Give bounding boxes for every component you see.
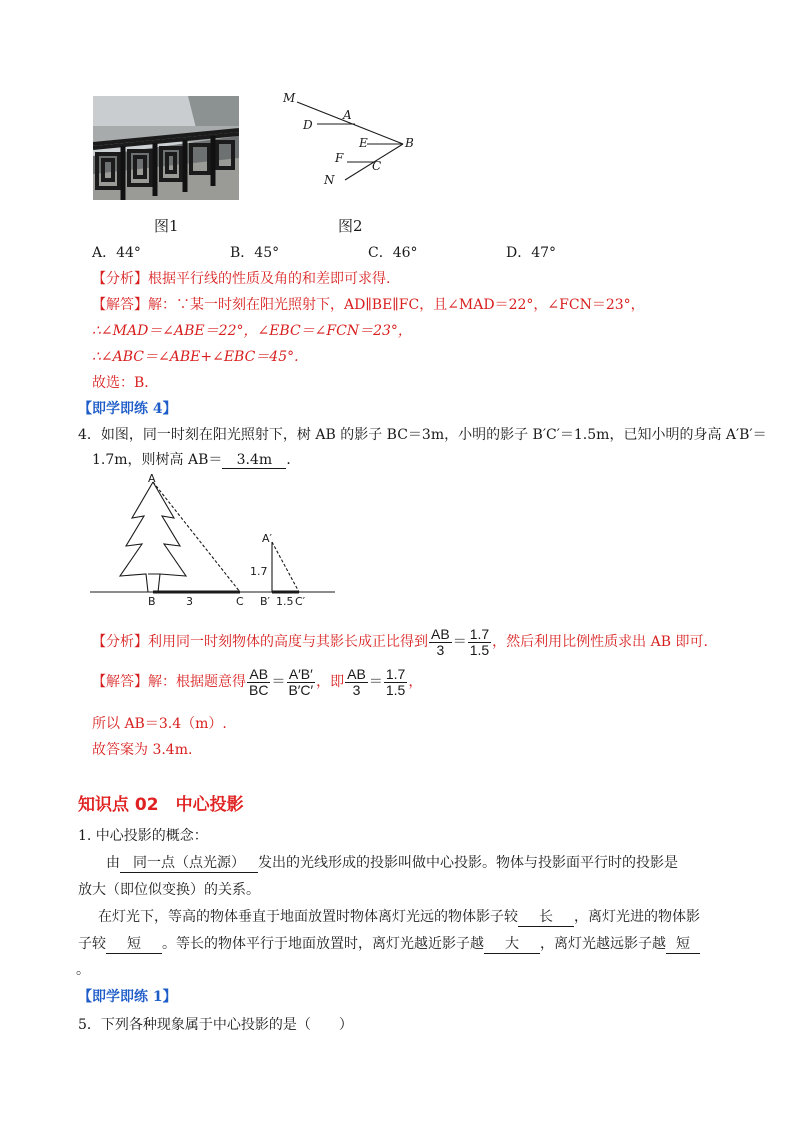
practice-4-heading: 【即学即练 4】 xyxy=(78,401,177,417)
figure-2-caption: 图2 xyxy=(338,217,363,235)
solution-text-end: ， xyxy=(408,674,423,691)
tree-shadow-diagram xyxy=(90,474,335,610)
option-d: D．47° xyxy=(506,245,557,261)
fraction-17-over-15: $\frac{1.7}{1.5}$ xyxy=(469,626,490,658)
fill-blank-far-shadow[interactable]: 长 xyxy=(518,906,574,927)
label-B: B xyxy=(405,136,414,150)
solution-text-pre: 解：根据题意得 xyxy=(148,674,246,691)
label-F: F xyxy=(335,151,344,165)
fill-blank-far-parallel[interactable]: 短 xyxy=(666,933,700,954)
analysis-text-pre: 利用同一时刻物体的高度与其影长成正比得到 xyxy=(148,634,428,651)
tree-label-C: C xyxy=(236,595,244,608)
q4-stem-post: ． xyxy=(286,452,301,468)
practice-1-heading: 【即学即练 1】 xyxy=(78,989,177,1005)
fill-blank-light-source[interactable]: 同一点（点光源） xyxy=(120,852,258,873)
tree-shadow-length: 3 xyxy=(186,595,193,608)
concept-para-3: 在灯光下，等高的物体垂直于地面放置时物体离灯光远的物体影子较 长 ，离灯光进的物体影 xyxy=(98,906,700,927)
fraction-a2b2-over-b2c2: $\frac{A'B'}{B'C'}$ xyxy=(288,666,314,698)
q3-analysis xyxy=(92,268,390,288)
solution-text-mid: ，即 xyxy=(316,674,345,691)
option-a: A．44° xyxy=(92,245,141,261)
label-N: N xyxy=(324,173,335,187)
q4-stem-pre: 1.7m，则树高 AB＝ xyxy=(92,452,223,468)
concept-para-4: 子较 短 。等长的物体平行于地面放置时，离灯光越近影子越 大 ，离灯光越远影子越 短 xyxy=(78,933,700,954)
label-A: A xyxy=(343,108,352,122)
person-height-length: 1.7 xyxy=(250,565,268,578)
analysis-tag: 【分析】 xyxy=(92,271,148,287)
analysis-tag: 【分析】 xyxy=(92,634,148,651)
fraction-ab-over-3: $\frac{AB}{3}$ xyxy=(431,626,450,658)
q4-analysis: 【分析】利用同一时刻物体的高度与其影长成正比得到 $\frac{AB}{3}$ ＝ $\frac{1.7}{1.5}$ ，然后利用比例性质求出 AB 即可. xyxy=(92,626,708,658)
label-E: E xyxy=(359,136,368,150)
concept-title: 1. 中心投影的概念： xyxy=(78,828,208,844)
q4-stem-line-2 xyxy=(92,449,300,469)
tree-label-A: A xyxy=(148,474,156,485)
label-M: M xyxy=(283,91,296,105)
option-c: C．46° xyxy=(368,245,418,261)
figure-1-caption: 图1 xyxy=(154,217,179,235)
concept-para-5: 。 xyxy=(76,962,90,978)
person-label-B: B′ xyxy=(260,595,271,608)
solution-tag: 【解答】 xyxy=(92,297,148,313)
q4-solution: 【解答】解：根据题意得 $\frac{AB}{BC}$ ＝ $\frac{A'B'}{B'C'}$ ，即 $\frac{AB}{3}$ ＝ $\frac{1.7}{1.5}$ ， xyxy=(92,666,423,698)
q4-final-answer: 故答案为 3.4m. xyxy=(92,742,193,758)
answer-text: 3.4m xyxy=(236,452,273,468)
concept-para-2: 放大（即位似变换）的关系。 xyxy=(78,882,260,898)
person-shadow-length: 1.5 xyxy=(276,595,294,608)
fill-blank-near-parallel[interactable]: 大 xyxy=(484,933,540,954)
railing-photo xyxy=(93,96,239,200)
fraction-ab-over-3: $\frac{AB}{3}$ xyxy=(347,666,366,698)
q3-choice: 故选：B． xyxy=(92,375,159,391)
tree-label-B: B xyxy=(148,595,156,608)
q5-stem: 5．下列各种现象属于中心投影的是（ ） xyxy=(78,1017,353,1033)
person-label-A: A′ xyxy=(262,532,273,545)
label-D: D xyxy=(303,118,313,132)
person-label-C: C′ xyxy=(295,595,306,608)
fraction-17-over-15: $\frac{1.7}{1.5}$ xyxy=(385,666,406,698)
section-heading: 知识点 02 中心投影 xyxy=(78,795,244,815)
q4-stem-line-1: 4．如图，同一时刻在阳光照射下，树 AB 的影子 BC＝3m，小明的影子 B′C′＝1.5m，已知小明的身高 A′B′＝ xyxy=(78,427,767,443)
parallel-lines-diagram xyxy=(275,88,425,193)
solution-text: 解：∵某一时刻在阳光照射下，AD∥BE∥FC，且∠MAD＝22°，∠FCN＝23°， xyxy=(148,297,645,313)
answer-blank[interactable] xyxy=(222,452,286,469)
q3-solution-line-1 xyxy=(92,294,645,314)
option-b: B．45° xyxy=(230,245,280,261)
q4-so: 所以 AB＝3.4（m）. xyxy=(92,716,227,732)
analysis-text: 根据平行线的性质及角的和差即可求得. xyxy=(148,271,391,287)
fill-blank-near-shadow[interactable]: 短 xyxy=(106,933,162,954)
fraction-ab-over-bc: $\frac{AB}{BC}$ xyxy=(249,666,269,698)
analysis-text-post: ，然后利用比例性质求出 AB 即可. xyxy=(492,634,708,651)
q3-solution-line-2: ∴∠MAD＝∠ABE＝22°，∠EBC＝∠FCN＝23°， xyxy=(92,323,412,339)
q3-solution-line-3: ∴∠ABC＝∠ABE+∠EBC＝45°. xyxy=(92,349,299,365)
label-C: C xyxy=(372,159,382,173)
solution-tag: 【解答】 xyxy=(92,674,148,691)
concept-para-1: 由 同一点（点光源） 发出的光线形成的投影叫做中心投影。物体与投影面平行时的投影是 xyxy=(106,852,678,873)
